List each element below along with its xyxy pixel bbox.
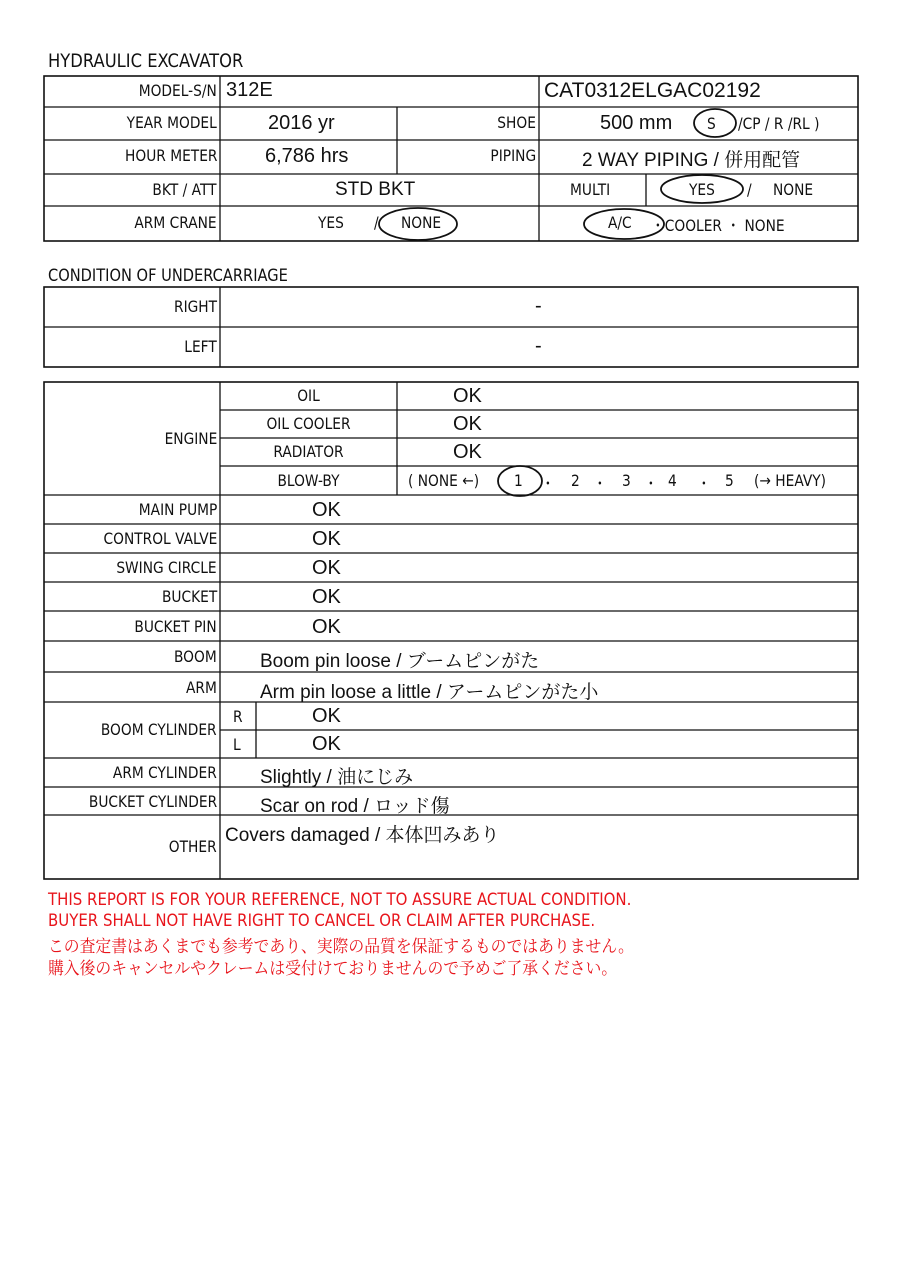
- blowby-label: BLOW-BY: [277, 471, 340, 490]
- arm-value: Arm pin loose a little / アームピンがた小: [260, 682, 599, 703]
- blowby-sep-2: ・: [593, 474, 607, 493]
- bkt-att-label: BKT / ATT: [152, 180, 217, 199]
- shoe-label: SHOE: [497, 113, 536, 132]
- year-model-label: YEAR MODEL: [126, 113, 217, 132]
- boom-label: BOOM: [174, 647, 217, 666]
- control-valve-value: OK: [312, 528, 341, 550]
- piping-value: 2 WAY PIPING / 併用配管: [582, 150, 801, 171]
- disclaimer-line-2: BUYER SHALL NOT HAVE RIGHT TO CANCEL OR CLAIM AFTER PURCHASE.: [48, 911, 596, 931]
- bkt-value: STD BKT: [335, 179, 416, 200]
- blowby-level-2: 2: [571, 471, 580, 490]
- shoe-value: 500 mm: [600, 112, 673, 134]
- boom-cylinder-left-label: L: [233, 735, 241, 754]
- other-value: Covers damaged / 本体凹みあり: [225, 825, 500, 846]
- hour-meter-label: HOUR METER: [124, 146, 217, 165]
- oil-value: OK: [453, 385, 482, 407]
- arm-crane-slash: /: [374, 213, 379, 232]
- multi-slash: /: [747, 180, 752, 199]
- arm-crane-label: ARM CRANE: [134, 213, 217, 232]
- cooler-none-options: ・COOLER ・ NONE: [651, 216, 785, 235]
- document-title: HYDRAULIC EXCAVATOR: [48, 50, 244, 72]
- ac-option: A/C: [608, 213, 632, 232]
- undercarriage-left-label: LEFT: [184, 337, 217, 356]
- bucket-label: BUCKET: [161, 587, 217, 606]
- boom-cylinder-right-label: R: [233, 707, 243, 726]
- oil-label: OIL: [297, 386, 320, 405]
- bucket-cylinder-label: BUCKET CYLINDER: [88, 792, 217, 811]
- year-value: 2016 yr: [268, 112, 335, 134]
- main-pump-label: MAIN PUMP: [138, 500, 217, 519]
- blowby-level-4: 4: [668, 471, 677, 490]
- disclaimer-line-3: この査定書はあくまでも参考であり、実際の品質を保証するものではありません。: [48, 937, 634, 957]
- undercarriage-right-label: RIGHT: [173, 297, 217, 316]
- arm-crane-none-option: NONE: [401, 213, 442, 232]
- radiator-value: OK: [453, 441, 482, 463]
- arm-label: ARM: [186, 678, 217, 697]
- bucket-cylinder-value: Scar on rod / ロッド傷: [260, 796, 450, 817]
- radiator-label: RADIATOR: [273, 442, 344, 461]
- serial-value: CAT0312ELGAC02192: [544, 79, 761, 102]
- bucket-pin-label: BUCKET PIN: [134, 617, 217, 636]
- other-label: OTHER: [169, 837, 217, 856]
- arm-cylinder-label: ARM CYLINDER: [113, 763, 217, 782]
- boom-cylinder-left-value: OK: [312, 733, 341, 755]
- undercarriage-heading: CONDITION OF UNDERCARRIAGE: [48, 266, 288, 286]
- engine-label: ENGINE: [164, 429, 217, 448]
- control-valve-label: CONTROL VALVE: [103, 529, 217, 548]
- multi-label: MULTI: [570, 180, 611, 199]
- swing-circle-label: SWING CIRCLE: [116, 558, 217, 577]
- blowby-sep-3: ・: [644, 474, 658, 493]
- shoe-other-options: /CP / R /RL ): [738, 114, 820, 133]
- blowby-level-3: 3: [622, 471, 631, 490]
- multi-none-option: NONE: [773, 180, 814, 199]
- blowby-none-end: ( NONE ←): [408, 471, 480, 490]
- oil-cooler-label: OIL COOLER: [266, 414, 351, 433]
- undercarriage-left-value: -: [535, 335, 542, 357]
- main-pump-value: OK: [312, 499, 341, 521]
- hours-value: 6,786 hrs: [265, 145, 349, 167]
- boom-cylinder-right-value: OK: [312, 705, 341, 727]
- blowby-heavy-end: (→ HEAVY): [754, 471, 827, 490]
- disclaimer-line-4: 購入後のキャンセルやクレームは受付けておりませんので予めご了承ください。: [48, 959, 618, 979]
- swing-circle-value: OK: [312, 557, 341, 579]
- boom-value: Boom pin loose / ブームピンがた: [260, 651, 540, 672]
- blowby-level-1: 1: [514, 471, 523, 490]
- oil-cooler-value: OK: [453, 413, 482, 435]
- arm-crane-yes-option: YES: [318, 213, 344, 232]
- blowby-level-5: 5: [725, 471, 734, 490]
- arm-cylinder-value: Slightly / 油にじみ: [260, 767, 414, 788]
- model-value: 312E: [226, 79, 273, 101]
- model-sn-label: MODEL-S/N: [138, 81, 217, 100]
- bucket-value: OK: [312, 586, 341, 608]
- disclaimer-line-1: THIS REPORT IS FOR YOUR REFERENCE, NOT TO ASSURE ACTUAL CONDITION.: [48, 890, 632, 910]
- shoe-s-option: S: [707, 114, 716, 133]
- piping-label: PIPING: [490, 146, 536, 165]
- blowby-sep-4: ・: [697, 474, 711, 493]
- undercarriage-right-value: -: [535, 295, 542, 317]
- boom-cylinder-label: BOOM CYLINDER: [101, 720, 217, 739]
- blowby-sep-1: ・: [541, 474, 555, 493]
- bucket-pin-value: OK: [312, 616, 341, 638]
- multi-yes-option: YES: [689, 180, 715, 199]
